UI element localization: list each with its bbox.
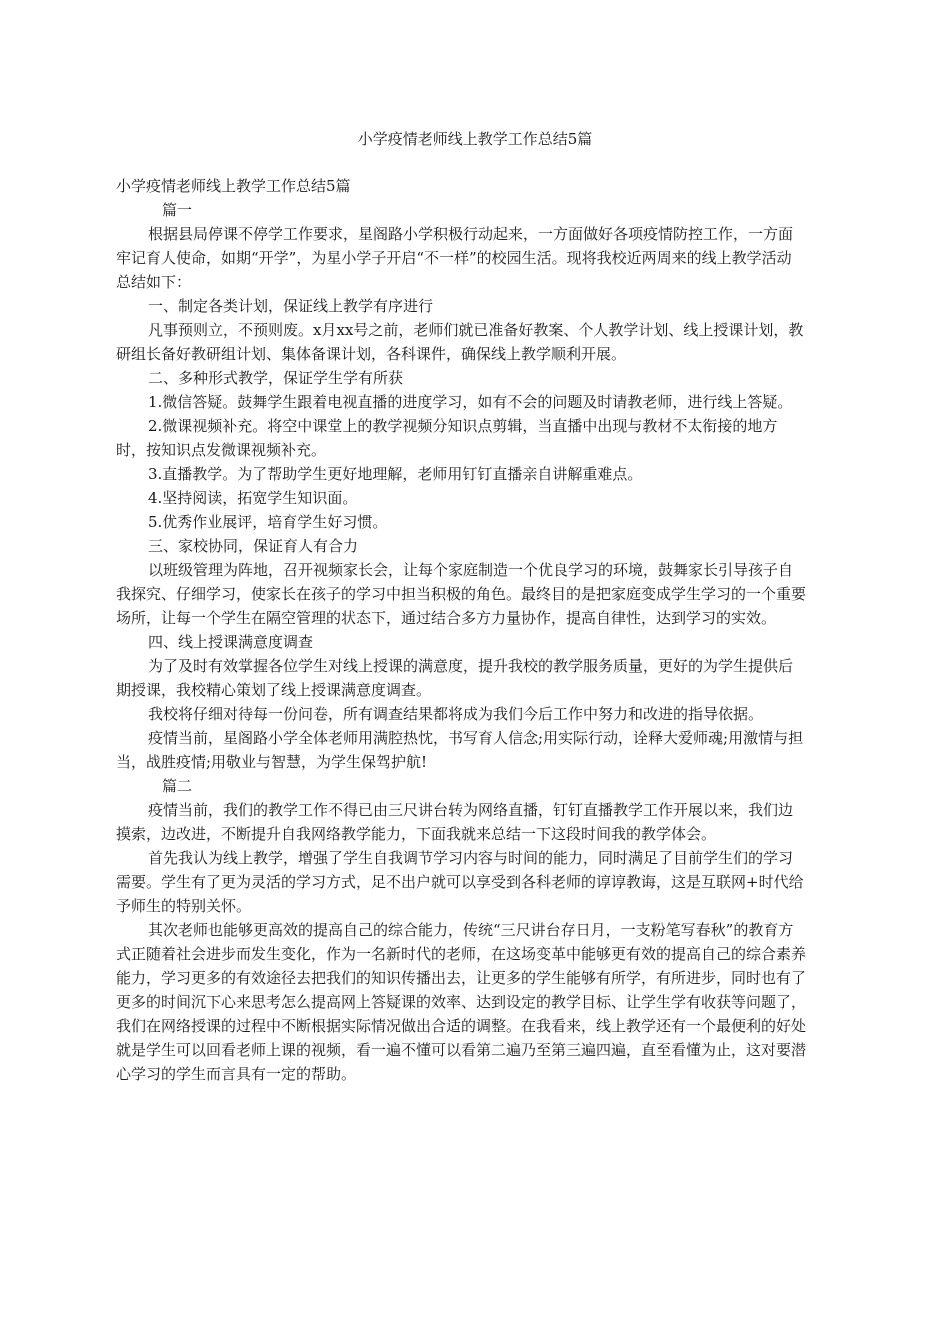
- section-heading: 篇一: [162, 201, 193, 219]
- paragraph: 5.优秀作业展评，培育学生好习惯。: [148, 513, 388, 531]
- paragraph: 4.坚持阅读，拓宽学生知识面。: [148, 489, 358, 507]
- paragraph: 首先我认为线上教学，增强了学生自我调节学习内容与时间的能力，同时满足了目前学生们的学习需要。学生有了更为灵活的学习方式，足不出户就可以享受到各科老师的谆谆教诲，这是互联网+时代给予师生的特别关怀。: [116, 849, 804, 915]
- section-heading: 篇二: [162, 777, 193, 795]
- paragraph: 四、线上授课满意度调查: [148, 633, 314, 651]
- paragraph: 小学疫情老师线上教学工作总结5篇: [116, 177, 351, 195]
- paragraph: 其次老师也能够更高效的提高自己的综合能力，传统“三尺讲台存日月，一支粉笔写春秋”的教育方式正随着社会进步而发生变化，作为一名新时代的老师，在这场变革中能够更有效的提高自己的综合素养能力，学习更多的有效途径去把我们的知识传播出去，让更多的学生能够有所学，有所进步，同时也有了更多的时间沉下心来思考怎么提高网上答疑课的效率、达到设定的教学目标、让学生学有收获等问题了，我们在网络授课的过程中不断根据实际情况做出合适的调整。在我看来，线上教学还有一个最便利的好处就是学生可以回看老师上课的视频，看一遍不懂可以看第二遍乃至第三遍四遍，直至看懂为止，这对要潜心学习的学生而言具有一定的帮助。: [116, 921, 807, 1083]
- paragraph: 二、多种形式教学，保证学生学有所获: [148, 369, 404, 387]
- document-body: [116, 174, 806, 1086]
- paragraph: 疫情当前，我们的教学工作不得已由三尺讲台转为网络直播，钉钉直播教学工作开展以来，我们边摸索，边改进，不断提升自我网络教学能力，下面我就来总结一下这段时间我的教学体会。: [116, 801, 794, 843]
- paragraph: 以班级管理为阵地，召开视频家长会，让每个家庭制造一个优良学习的环境，鼓舞家长引导孩子自我探究、仔细学习，使家长在孩子的学习中担当积极的角色。最终目的是把家庭变成学生学习的一个重要场所，让每一个学生在隔空管理的状态下，通过结合多方力量协作，提高自律性，达到学习的实效。: [116, 561, 807, 627]
- paragraph: 根据县局停课不停学工作要求，星阁路小学积极行动起来，一方面做好各项疫情防控工作，一方面牢记育人使命，如期“开学”，为星小学子开启“不一样”的校园生活。现将我校近两周来的线上教学活动总结如下：: [116, 225, 794, 291]
- paragraph: 凡事预则立，不预则废。x月xx号之前，老师们就已准备好教案、个人教学计划、线上授课计划，教研组长备好教研组计划、集体备课计划，各科课件，确保线上教学顺利开展。: [116, 321, 804, 363]
- paragraph: 为了及时有效掌握各位学生对线上授课的满意度，提升我校的教学服务质量，更好的为学生提供后期授课，我校精心策划了线上授课满意度调查。: [116, 657, 794, 699]
- paragraph: 我校将仔细对待每一份问卷，所有调查结果都将成为我们今后工作中努力和改进的指导依据。: [148, 705, 764, 723]
- paragraph: 一、制定各类计划，保证线上教学有序进行: [148, 297, 434, 315]
- paragraph: 三、家校协同，保证育人有合力: [148, 537, 359, 555]
- paragraph: 2.微课视频补充。将空中课堂上的教学视频分知识点剪辑，当直播中出现与教材不太衔接的地方时，按知识点发微课视频补充。: [116, 417, 778, 459]
- paragraph: 1.微信答疑。鼓舞学生跟着电视直播的进度学习，如有不会的问题及时请教老师，进行线上答疑。: [148, 393, 793, 411]
- paragraph: 3.直播教学。为了帮助学生更好地理解，老师用钉钉直播亲自讲解重难点。: [148, 465, 643, 483]
- paragraph: 疫情当前，星阁路小学全体老师用满腔热忱，书写育人信念;用实际行动，诠释大爱师魂;用激情与担当，战胜疫情;用敬业与智慧，为学生保驾护航!: [116, 729, 804, 771]
- page-title: 小学疫情老师线上教学工作总结5篇: [357, 130, 593, 148]
